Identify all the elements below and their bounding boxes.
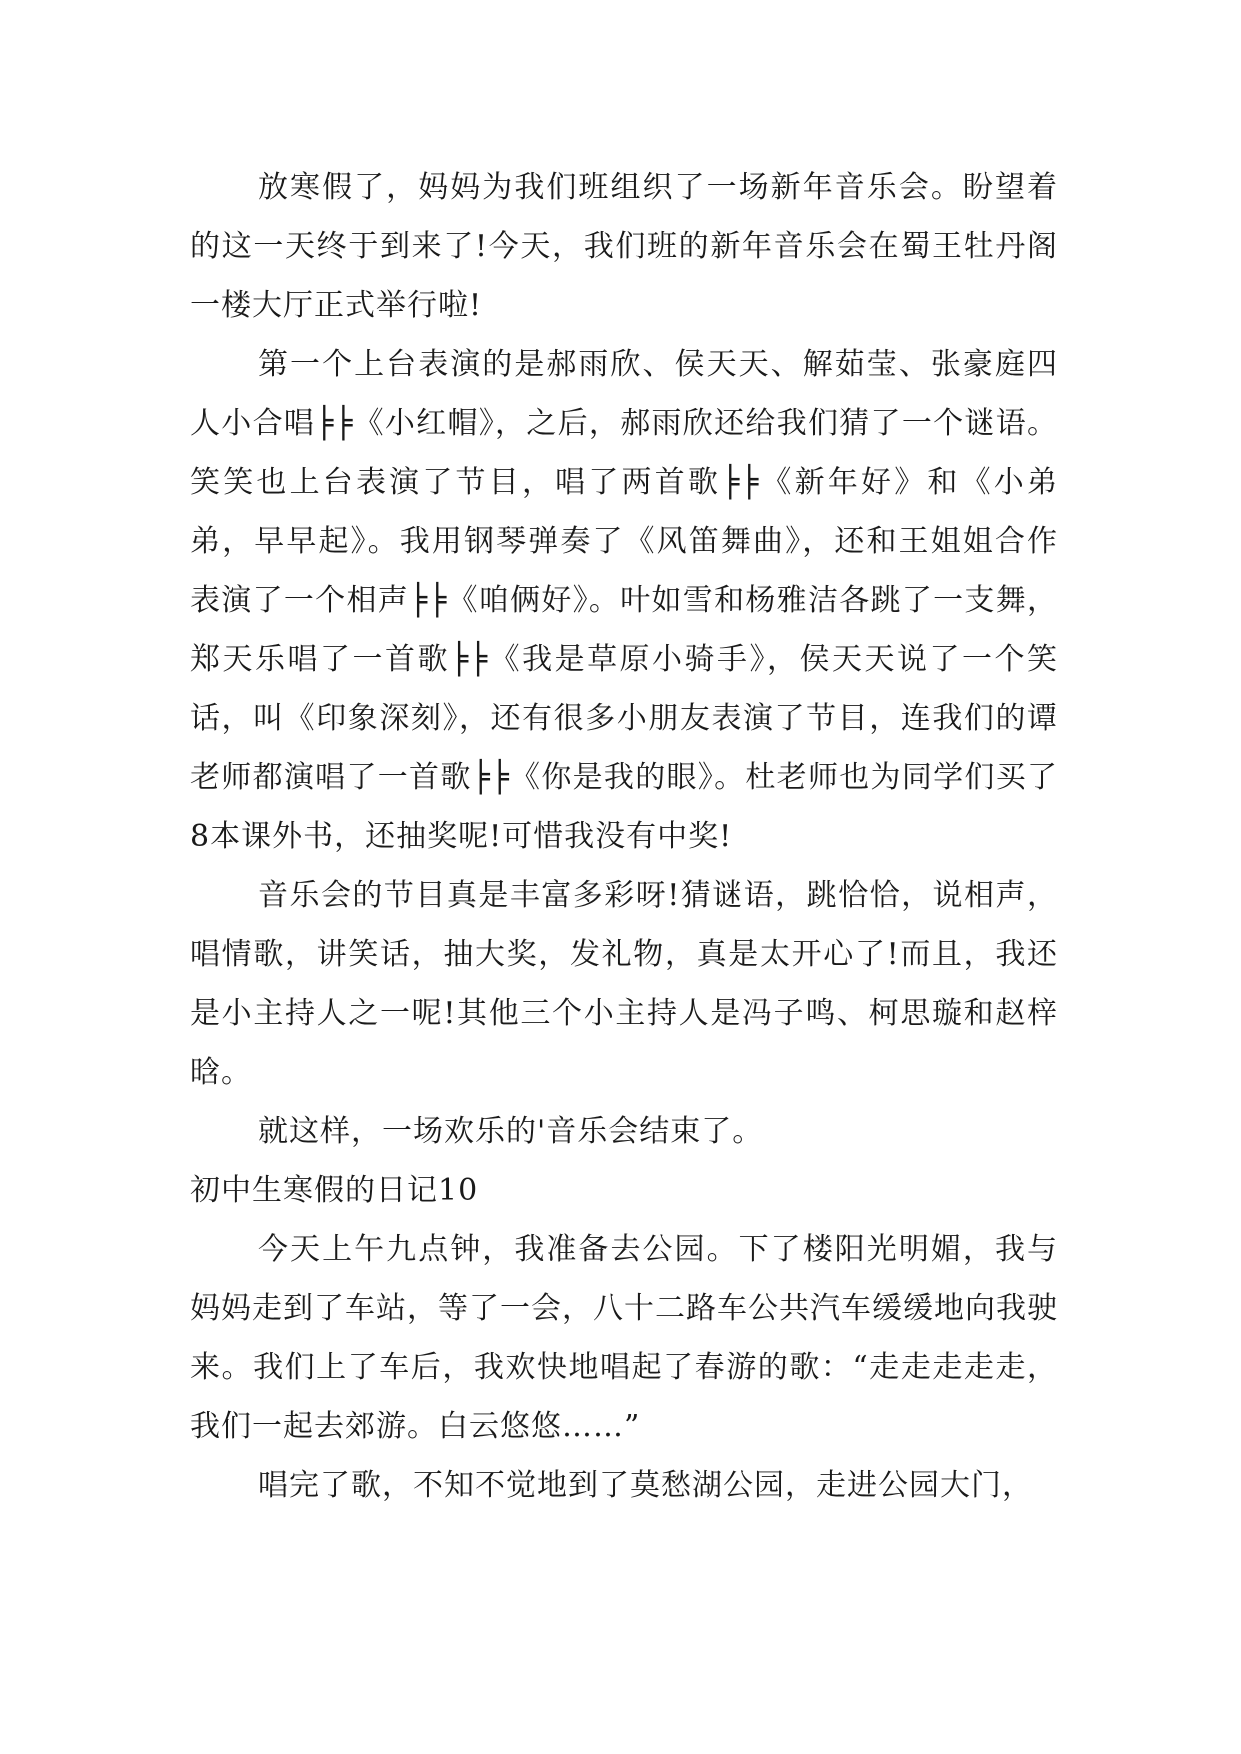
document-body bbox=[190, 158, 1058, 1515]
section-heading: 初中生寒假的日记10 bbox=[190, 1173, 479, 1208]
paragraph-1: 放寒假了，妈妈为我们班组织了一场新年音乐会。盼望着的这一天终于到来了!今天，我们班的新年音乐会在蜀王牡丹阁一楼大厅正式举行啦! bbox=[190, 170, 1058, 323]
paragraph-5: 今天上午九点钟，我准备去公园。下了楼阳光明媚，我与妈妈走到了车站，等了一会，八十二路车公共汽车缓缓地向我驶来。我们上了车后，我欢快地唱起了春游的歌：“走走走走走，我们一起去郊游。白云悠悠……” bbox=[190, 1232, 1058, 1444]
paragraph-4: 就这样，一场欢乐的'音乐会结束了。 bbox=[258, 1114, 764, 1149]
paragraph-2: 第一个上台表演的是郝雨欣、侯天天、解茹莹、张豪庭四人小合唱╞╞《小红帽》，之后，郝雨欣还给我们猜了一个谜语。笑笑也上台表演了节目，唱了两首歌╞╞《新年好》和《小弟弟，早早起》。我用钢琴弹奏了《风笛舞曲》，还和王姐姐合作表演了一个相声╞╞《咱俩好》。叶如雪和杨雅洁各跳了一支舞，郑天乐唱了一首歌╞╞《我是草原小骑手》，侯天天说了一个笑话，叫《印象深刻》，还有很多小朋友表演了节目，连我们的谭老师都演唱了一首歌╞╞《你是我的眼》。杜老师也为同学们买了8本课外书，还抽奖呢!可惜我没有中奖! bbox=[190, 347, 1058, 854]
paragraph-3: 音乐会的节目真是丰富多彩呀!猜谜语，跳恰恰，说相声，唱情歌，讲笑话，抽大奖，发礼物，真是太开心了!而且，我还是小主持人之一呢!其他三个小主持人是冯子鸣、柯思璇和赵梓晗。 bbox=[190, 878, 1058, 1090]
paragraph-6: 唱完了歌，不知不觉地到了莫愁湖公园，走进公园大门， bbox=[258, 1468, 1033, 1503]
